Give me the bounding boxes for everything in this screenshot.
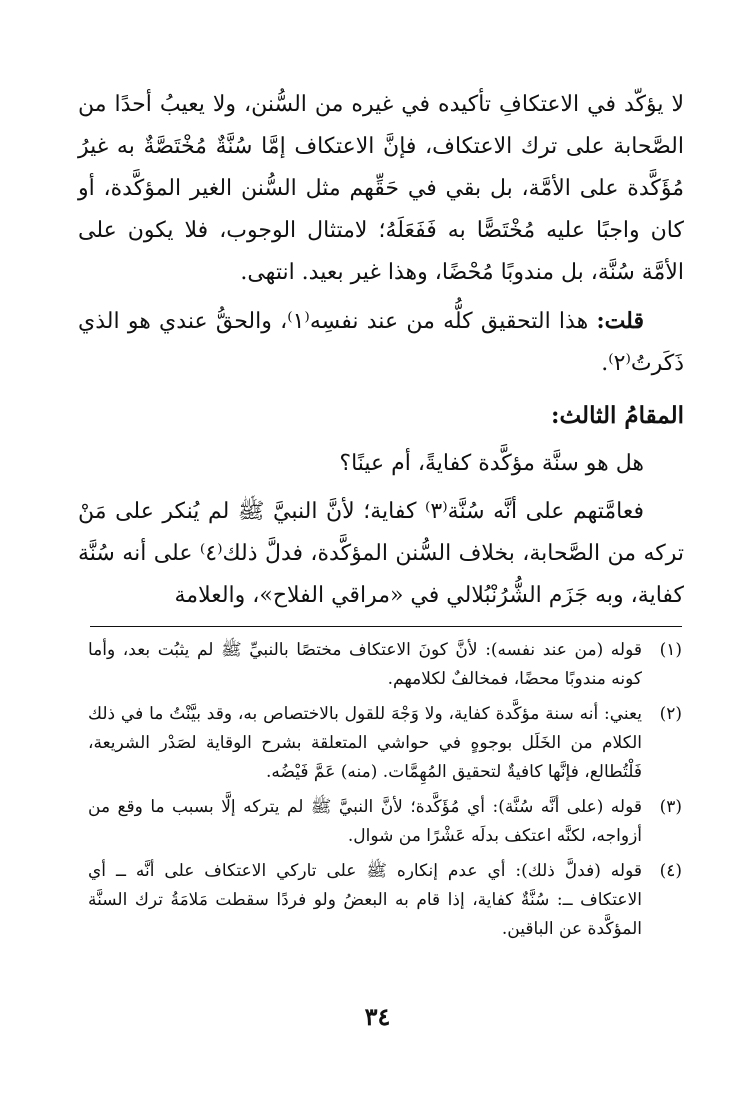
footnote-number: (٤) (659, 861, 682, 881)
footnotes (88, 636, 682, 950)
paragraph-2-text: هذا التحقيق كلُّه من عند نفسِه⁽١⁾، والحقُّ عندي هو الذي ذَكَرتُ⁽٢⁾. (78, 309, 684, 376)
main-text (78, 84, 684, 617)
footnote-4 (88, 857, 682, 944)
paragraph-3: فعامَّتهم على أنَّه سُنَّة⁽٣⁾ كفاية؛ لأنَّ النبيَّ ﷺ لم يُنكر على مَنْ تركه من الصَّحابة، بخلاف السُّنن المؤكَّدة، فدلَّ ذلك⁽٤⁾ على أنه سُنَّة كفاية، وبه جَزَم الشُّرُنْبُلالي في «مراقي الفلاح»، والعلامة (78, 499, 684, 608)
paragraph-2 (78, 300, 684, 385)
footnote-2 (88, 700, 682, 787)
section-question: هل هو سنَّة مؤكَّدة كفايةً، أم عينًا؟ (339, 451, 644, 476)
footnote-text: يعني: أنه سنة مؤكَّدة كفاية، ولا وَجْهَ للقول بالاختصاص به، وقد بيَّنْتُ ما في ذلك الكلام من الخَلَل بوجوهٍ في حواشي المتعلقة بشرح الوقاية لصَدْر الشريعة، فَلْتُطالع، فإنَّها كافيةٌ لتحقيق المُهِمَّات. (منه) عَمَّ فَيْضُه. (88, 704, 642, 782)
footnote-3 (88, 793, 682, 851)
footnote-separator (90, 626, 682, 627)
footnote-number: (١) (659, 640, 682, 660)
footnote-1 (88, 636, 682, 694)
footnote-text: قوله (من عند نفسه): لأنَّ كونَ الاعتكاف مختصًا بالنبيِّ ﷺ لم يثبُت بعد، وأما كونه مندوبًا محضًا، فمخالفٌ لكلامهم. (88, 640, 642, 689)
footnote-number: (٢) (659, 704, 682, 724)
paragraph-2-lead: قلت: (596, 308, 644, 334)
paragraph-1: لا يؤكّد في الاعتكافِ تأكيده في غيره من السُّنن، ولا يعيبُ أحدًا من الصَّحابة على ترك الاعتكاف، فإنَّ الاعتكاف إمَّا سُنَّةٌ مُخْتَصَّةٌ به غيرُ مُؤَكَّدة على الأمَّة، بل بقي في حَقِّهم مثل السُّنن الغير المؤكَّدة، أو كان واجبًا عليه مُخْتَصًّا به فَفَعَلَهُ؛ لامتثال الوجوب، فلا يكون على الأمَّة سُنَّة، بل مندوبًا مُحْضًا، وهذا غير بعيد. انتهى. (78, 92, 684, 285)
footnote-number: (٣) (659, 797, 682, 817)
page-number: ٣٤ (364, 1002, 391, 1031)
footnote-text: قوله (فدلَّ ذلك): أي عدم إنكاره ﷺ على تاركي الاعتكاف على أنَّه ــ أي الاعتكاف ــ: سُنَّةٌ كفاية، إذا قام به البعضُ ولو فردًا سقطت مَلامَةُ ترك السنَّة المؤكَّدة عن الباقين. (88, 861, 642, 939)
section-heading: المقامُ الثالث: (550, 402, 684, 429)
footnote-text: قوله (على أنَّه سُنَّة): أي مُؤَكَّدة؛ لأنَّ النبيَّ ﷺ لم يتركه إلَّا بسبب ما وقع من أزواجه، لكنَّه اعتكف بدلَه عَشْرًا من شوال. (88, 797, 642, 846)
